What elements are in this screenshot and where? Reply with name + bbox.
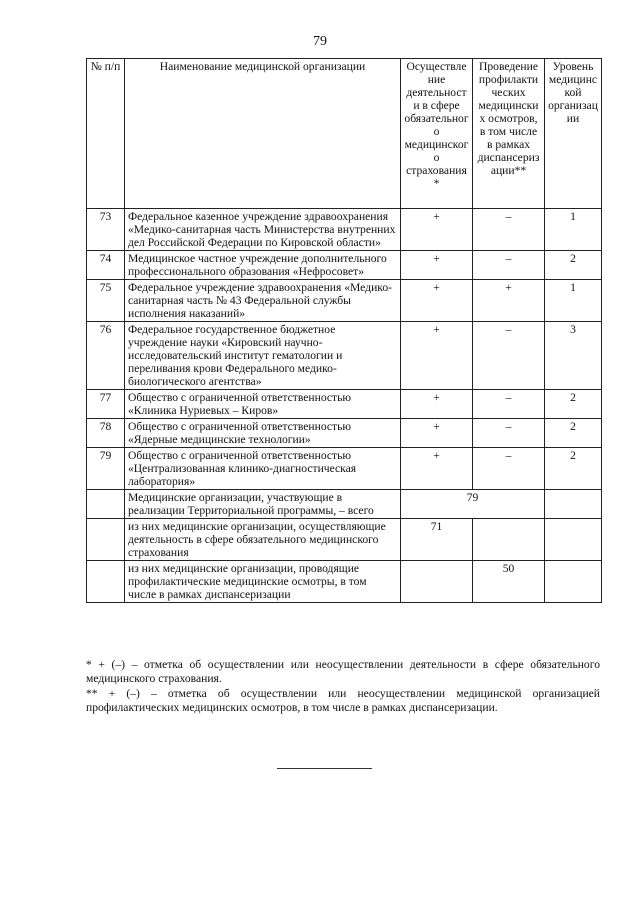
total-row-all [87,490,602,519]
empty-cell [87,490,125,519]
table-row [87,251,602,280]
row-oms-mark: + [401,390,473,419]
row-level: 2 [545,419,602,448]
total-oms-value: 71 [401,519,473,561]
row-name: Федеральное государственное бюджетное учреждение науки «Кировский научно-исследовательский институт гематологии и переливания крови Федерального медико-биологического агентства» [125,322,401,390]
row-prof-mark: – [473,209,545,251]
total-oms-label: из них медицинские организации, осуществляющие деятельность в сфере обязательного медицинского страхования [125,519,401,561]
empty-cell [545,561,602,603]
row-name: Общество с ограниченной ответственностью «Централизованная клинико-диагностическая лаборатория» [125,448,401,490]
table-row [87,419,602,448]
footnotes [86,658,600,716]
table-row [87,280,602,322]
row-num: 79 [87,448,125,490]
total-prof-label: из них медицинские организации, проводящие профилактические медицинские осмотры, в том числе в рамках диспансеризации [125,561,401,603]
row-level: 2 [545,390,602,419]
row-prof-mark: – [473,251,545,280]
row-name: Общество с ограниченной ответственностью «Ядерные медицинские технологии» [125,419,401,448]
header-level: Уровень медицинской организации [545,59,602,209]
row-name: Федеральное учреждение здравоохранения «Медико-санитарная часть № 43 Федеральной службы исполнения наказаний» [125,280,401,322]
row-prof-mark: – [473,322,545,390]
total-all-label: Медицинские организации, участвующие в реализации Территориальной программы, – всего [125,490,401,519]
table-row [87,209,602,251]
row-name: Федеральное казенное учреждение здравоохранения «Медико-санитарная часть Министерства внутренних дел Российской Федерации по Кировской области» [125,209,401,251]
row-oms-mark: + [401,209,473,251]
row-prof-mark: – [473,448,545,490]
medical-organizations-table [86,58,602,603]
row-num: 76 [87,322,125,390]
header-prof: Проведение профилактических медицинских осмотров, в том числе в рамках диспансеризации** [473,59,545,209]
row-level: 3 [545,322,602,390]
row-oms-mark: + [401,322,473,390]
table-row [87,390,602,419]
header-num: № п/п [87,59,125,209]
row-num: 75 [87,280,125,322]
row-oms-mark: + [401,251,473,280]
total-all-value: 79 [401,490,545,519]
footnote-prof: ** + (–) – отметка об осуществлении или неосуществлении медицинской организацией профилактических медицинских осмотров, в том числе в рамках диспансеризации. [86,687,600,714]
row-prof-mark: – [473,390,545,419]
empty-cell [473,519,545,561]
end-divider [277,768,372,769]
total-row-prof [87,561,602,603]
page-number: 79 [313,34,327,49]
header-oms: Осуществление деятельности в сфере обязательного медицинского страхования* [401,59,473,209]
row-prof-mark: + [473,280,545,322]
row-oms-mark: + [401,448,473,490]
header-name: Наименование медицинской организации [125,59,401,209]
total-prof-value: 50 [473,561,545,603]
empty-cell [87,561,125,603]
table-header-row [87,59,602,209]
empty-cell [545,490,602,519]
row-level: 2 [545,448,602,490]
row-level: 2 [545,251,602,280]
empty-cell [401,561,473,603]
row-level: 1 [545,209,602,251]
row-num: 78 [87,419,125,448]
footnote-oms: * + (–) – отметка об осуществлении или неосуществлении деятельности в сфере обязательного медицинского страхования. [86,658,600,685]
table-row [87,322,602,390]
table-row [87,448,602,490]
row-level: 1 [545,280,602,322]
row-oms-mark: + [401,280,473,322]
row-prof-mark: – [473,419,545,448]
row-num: 73 [87,209,125,251]
row-name: Общество с ограниченной ответственностью «Клиника Нуриевых – Киров» [125,390,401,419]
row-name: Медицинское частное учреждение дополнительного профессионального образования «Нефросовет» [125,251,401,280]
row-num: 74 [87,251,125,280]
row-num: 77 [87,390,125,419]
total-row-oms [87,519,602,561]
empty-cell [545,519,602,561]
row-oms-mark: + [401,419,473,448]
empty-cell [87,519,125,561]
